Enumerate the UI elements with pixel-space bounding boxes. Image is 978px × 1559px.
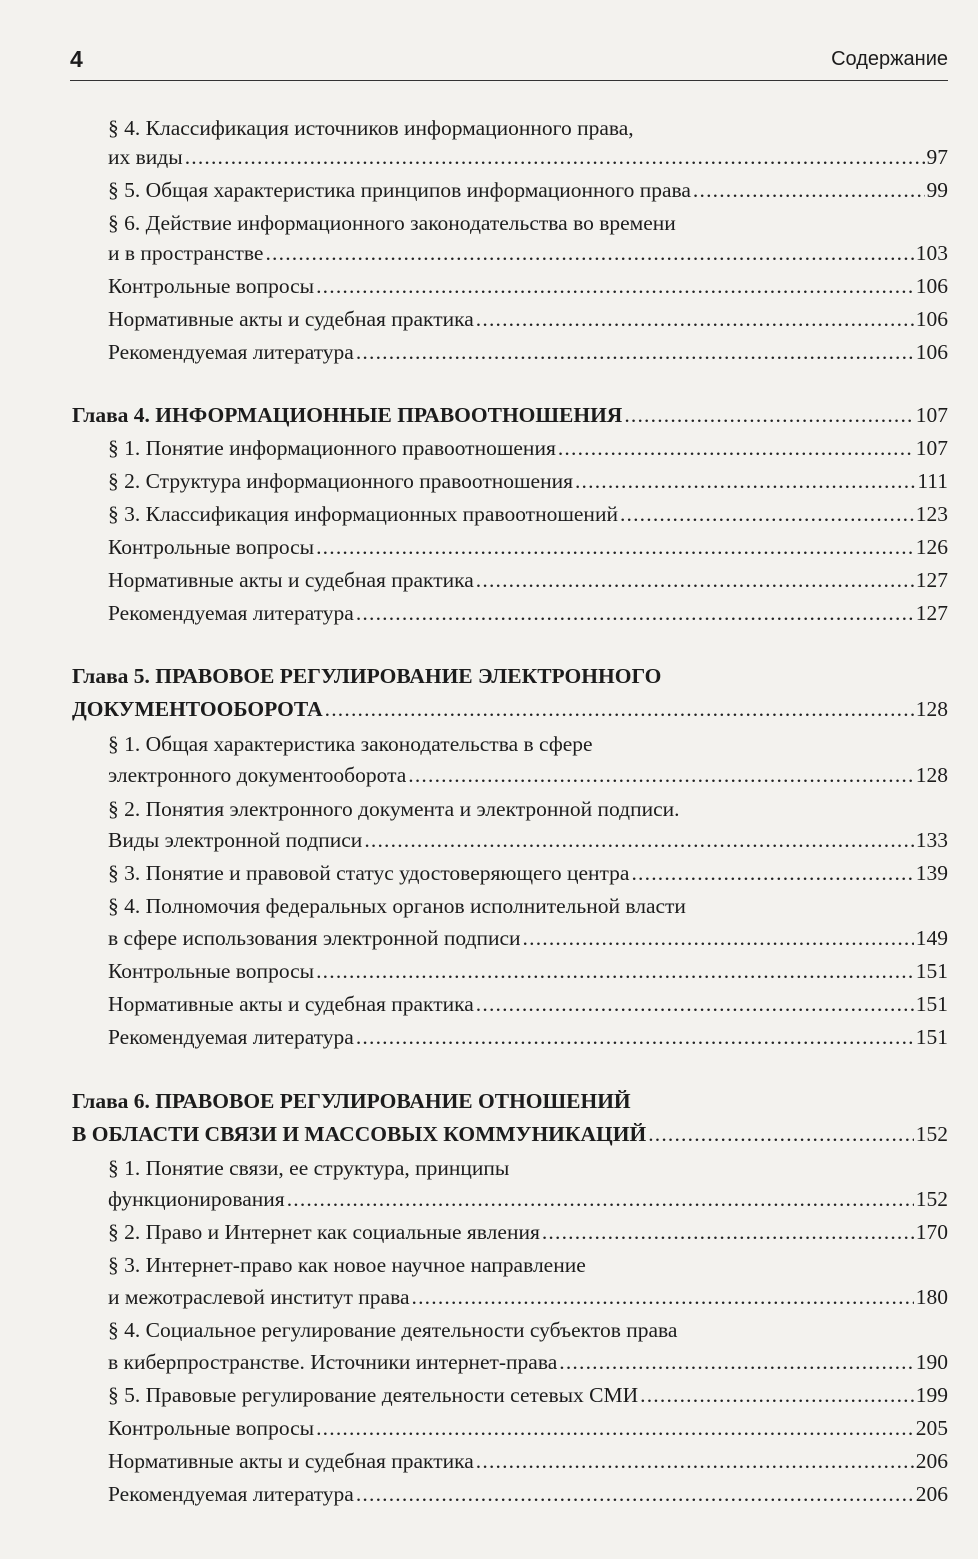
dot-leader <box>325 694 914 724</box>
toc-entry-title: § 3. Классификация информационных правоотношений <box>108 502 618 526</box>
toc-entry-page: 106 <box>915 340 948 364</box>
dot-leader <box>476 989 914 1019</box>
toc-chapter-entry[interactable] <box>72 1119 948 1149</box>
toc-entry[interactable] <box>108 175 948 205</box>
toc-entry-page: 127 <box>915 568 948 592</box>
toc-entry-page: 111 <box>917 469 948 493</box>
toc-chapter-title: В ОБЛАСТИ СВЯЗИ И МАССОВЫХ КОММУНИКАЦИЙ <box>72 1122 647 1146</box>
dot-leader <box>316 532 914 562</box>
toc-entry[interactable] <box>108 1347 948 1377</box>
toc-entry[interactable] <box>108 989 948 1019</box>
page-header <box>70 46 948 81</box>
toc-entry-title: Виды электронной подписи <box>108 828 363 852</box>
toc-entry-page: 151 <box>915 1025 948 1049</box>
toc-entry-page: 151 <box>915 992 948 1016</box>
toc-entry-title: Рекомендуемая литература <box>108 601 354 625</box>
toc-entry-title: и в пространстве <box>108 241 264 265</box>
toc-chapter-entry[interactable] <box>72 1086 948 1116</box>
toc-entry-page: 103 <box>915 241 948 265</box>
toc-entry[interactable] <box>108 956 948 986</box>
toc-entry-title: § 4. Классификация источников информационного права, <box>108 116 634 140</box>
dot-leader <box>316 1413 914 1443</box>
toc-entry-title: § 3. Понятие и правовой статус удостоверяющего центра <box>108 861 630 885</box>
toc-chapter-title: Глава 5. ПРАВОВОЕ РЕГУЛИРОВАНИЕ ЭЛЕКТРОННОГО <box>72 664 662 688</box>
toc-entry-page: 107 <box>915 403 948 427</box>
toc-entry[interactable] <box>108 565 948 595</box>
dot-leader <box>624 400 913 430</box>
toc-entry-page: 205 <box>915 1416 948 1440</box>
toc-entry-page: 206 <box>915 1482 948 1506</box>
toc-entry-page: 190 <box>915 1350 948 1374</box>
toc-entry-title: функционирования <box>108 1187 285 1211</box>
toc-entry-title: в киберпространстве. Источники интернет-права <box>108 1350 558 1374</box>
toc-entry-title: § 1. Понятие информационного правоотношения <box>108 436 556 460</box>
toc-entry-page: 199 <box>915 1383 948 1407</box>
toc-entry[interactable] <box>108 1184 948 1214</box>
dot-leader <box>356 1022 914 1052</box>
toc-entry-page: 206 <box>915 1449 948 1473</box>
toc-entry[interactable] <box>108 858 948 888</box>
toc-entry-title: § 1. Понятие связи, ее структура, принципы <box>108 1156 510 1180</box>
toc-entry[interactable] <box>108 598 948 628</box>
toc-entry-page: 152 <box>915 1187 948 1211</box>
toc-entry[interactable] <box>108 304 948 334</box>
toc-entry-page: 128 <box>915 697 948 721</box>
toc-entry[interactable] <box>108 1413 948 1443</box>
dot-leader <box>575 466 915 496</box>
toc-entry-title: Контрольные вопросы <box>108 535 315 559</box>
toc-entry-title: § 2. Структура информационного правоотношения <box>108 469 573 493</box>
dot-leader <box>476 304 914 334</box>
toc-chapter-entry[interactable] <box>72 694 948 724</box>
toc-entry-page: 151 <box>915 959 948 983</box>
toc-entry-title: Нормативные акты и судебная практика <box>108 568 474 592</box>
toc-entry-page: 127 <box>915 601 948 625</box>
toc-entry[interactable] <box>108 433 948 463</box>
toc-entry[interactable] <box>108 499 948 529</box>
toc-entry-page: 139 <box>915 861 948 885</box>
dot-leader <box>364 825 913 855</box>
toc-chapter-entry[interactable] <box>72 400 948 430</box>
dot-leader <box>542 1217 914 1247</box>
dot-leader <box>631 858 913 888</box>
dot-leader <box>287 1184 914 1214</box>
dot-leader <box>476 1446 914 1476</box>
toc-chapter-entry[interactable] <box>72 661 948 691</box>
toc-entry-title: Рекомендуемая литература <box>108 1482 354 1506</box>
toc-entry[interactable] <box>108 113 948 143</box>
toc-entry-title: Контрольные вопросы <box>108 274 315 298</box>
toc-entry-title: Контрольные вопросы <box>108 959 315 983</box>
dot-leader <box>640 1380 914 1410</box>
toc-entry[interactable] <box>108 1022 948 1052</box>
toc-entry[interactable] <box>108 1380 948 1410</box>
toc-entry-title: Рекомендуемая литература <box>108 1025 354 1049</box>
toc-entry-page: 170 <box>915 1220 948 1244</box>
dot-leader <box>620 499 914 529</box>
toc-entry-page: 128 <box>915 763 948 787</box>
dot-leader <box>523 923 914 953</box>
dot-leader <box>412 1282 914 1312</box>
toc-chapter-title: ДОКУМЕНТООБОРОТА <box>72 697 323 721</box>
dot-leader <box>356 337 914 367</box>
dot-leader <box>356 598 914 628</box>
dot-leader <box>558 433 914 463</box>
toc-entry[interactable] <box>108 1153 948 1183</box>
toc-entry[interactable] <box>108 271 948 301</box>
toc-entry-title: § 2. Право и Интернет как социальные явления <box>108 1220 540 1244</box>
toc-entry[interactable] <box>108 923 948 953</box>
dot-leader <box>265 238 913 268</box>
toc-entry-page: 107 <box>915 436 948 460</box>
dot-leader <box>648 1119 914 1149</box>
toc-entry-title: Рекомендуемая литература <box>108 340 354 364</box>
toc-entry-title: § 6. Действие информационного законодательства во времени <box>108 211 676 235</box>
toc-entry-page: 152 <box>915 1122 948 1146</box>
dot-leader <box>693 175 925 205</box>
dot-leader <box>408 760 913 790</box>
toc-entry[interactable] <box>108 1250 948 1280</box>
toc-entry-title: § 4. Полномочия федеральных органов исполнительной власти <box>108 894 686 918</box>
toc-entry[interactable] <box>108 337 948 367</box>
toc-entry[interactable] <box>108 891 948 921</box>
page-number: 4 <box>70 46 83 72</box>
toc-entry-page: 106 <box>915 307 948 331</box>
toc-entry-title: § 5. Общая характеристика принципов информационного права <box>108 178 691 202</box>
toc-entry[interactable] <box>108 1479 948 1509</box>
toc-entry-title: в сфере использования электронной подписи <box>108 926 521 950</box>
toc-entry-page: 106 <box>915 274 948 298</box>
toc-chapter-title: Глава 4. ИНФОРМАЦИОННЫЕ ПРАВООТНОШЕНИЯ <box>72 403 623 427</box>
toc-entry-title: § 5. Правовые регулирование деятельности сетевых СМИ <box>108 1383 639 1407</box>
toc-entry-page: 97 <box>926 145 948 169</box>
toc-entry[interactable] <box>108 1446 948 1476</box>
toc-entry-page: 180 <box>915 1285 948 1309</box>
toc-entry-title: § 1. Общая характеристика законодательства в сфере <box>108 732 593 756</box>
toc-entry-page: 123 <box>915 502 948 526</box>
dot-leader <box>356 1479 914 1509</box>
toc-entry[interactable] <box>108 825 948 855</box>
toc-entry-title: их виды <box>108 145 183 169</box>
toc-entry[interactable] <box>108 238 948 268</box>
toc-entry[interactable] <box>108 794 948 824</box>
toc-entry[interactable] <box>108 142 948 172</box>
toc-entry-title: Нормативные акты и судебная практика <box>108 307 474 331</box>
toc-entry-title: Контрольные вопросы <box>108 1416 315 1440</box>
toc-entry-title: § 2. Понятия электронного документа и электронной подписи. <box>108 797 680 821</box>
toc-entry-page: 99 <box>926 178 948 202</box>
toc-entry[interactable] <box>108 532 948 562</box>
toc-entry[interactable] <box>108 466 948 496</box>
toc-entry-title: § 3. Интернет-право как новое научное направление <box>108 1253 586 1277</box>
toc-entry-title: § 4. Социальное регулирование деятельности субъектов права <box>108 1318 678 1342</box>
dot-leader <box>316 956 914 986</box>
toc-entry[interactable] <box>108 1282 948 1312</box>
dot-leader <box>476 565 914 595</box>
toc-entry-title: и межотраслевой институт права <box>108 1285 410 1309</box>
toc-entry[interactable] <box>108 729 948 759</box>
toc-entry-page: 149 <box>915 926 948 950</box>
toc-entry[interactable] <box>108 760 948 790</box>
toc-entry[interactable] <box>108 208 948 238</box>
toc-entry-page: 133 <box>915 828 948 852</box>
dot-leader <box>316 271 914 301</box>
toc-entry-title: Нормативные акты и судебная практика <box>108 1449 474 1473</box>
dot-leader <box>559 1347 913 1377</box>
toc-entry-title: электронного документооборота <box>108 763 407 787</box>
toc-entry-page: 126 <box>915 535 948 559</box>
toc-entry-title: Нормативные акты и судебная практика <box>108 992 474 1016</box>
toc-entry[interactable] <box>108 1217 948 1247</box>
running-title: Содержание <box>831 48 948 70</box>
toc-entry[interactable] <box>108 1315 948 1345</box>
toc-chapter-title: Глава 6. ПРАВОВОЕ РЕГУЛИРОВАНИЕ ОТНОШЕНИЙ <box>72 1089 631 1113</box>
dot-leader <box>185 142 925 172</box>
